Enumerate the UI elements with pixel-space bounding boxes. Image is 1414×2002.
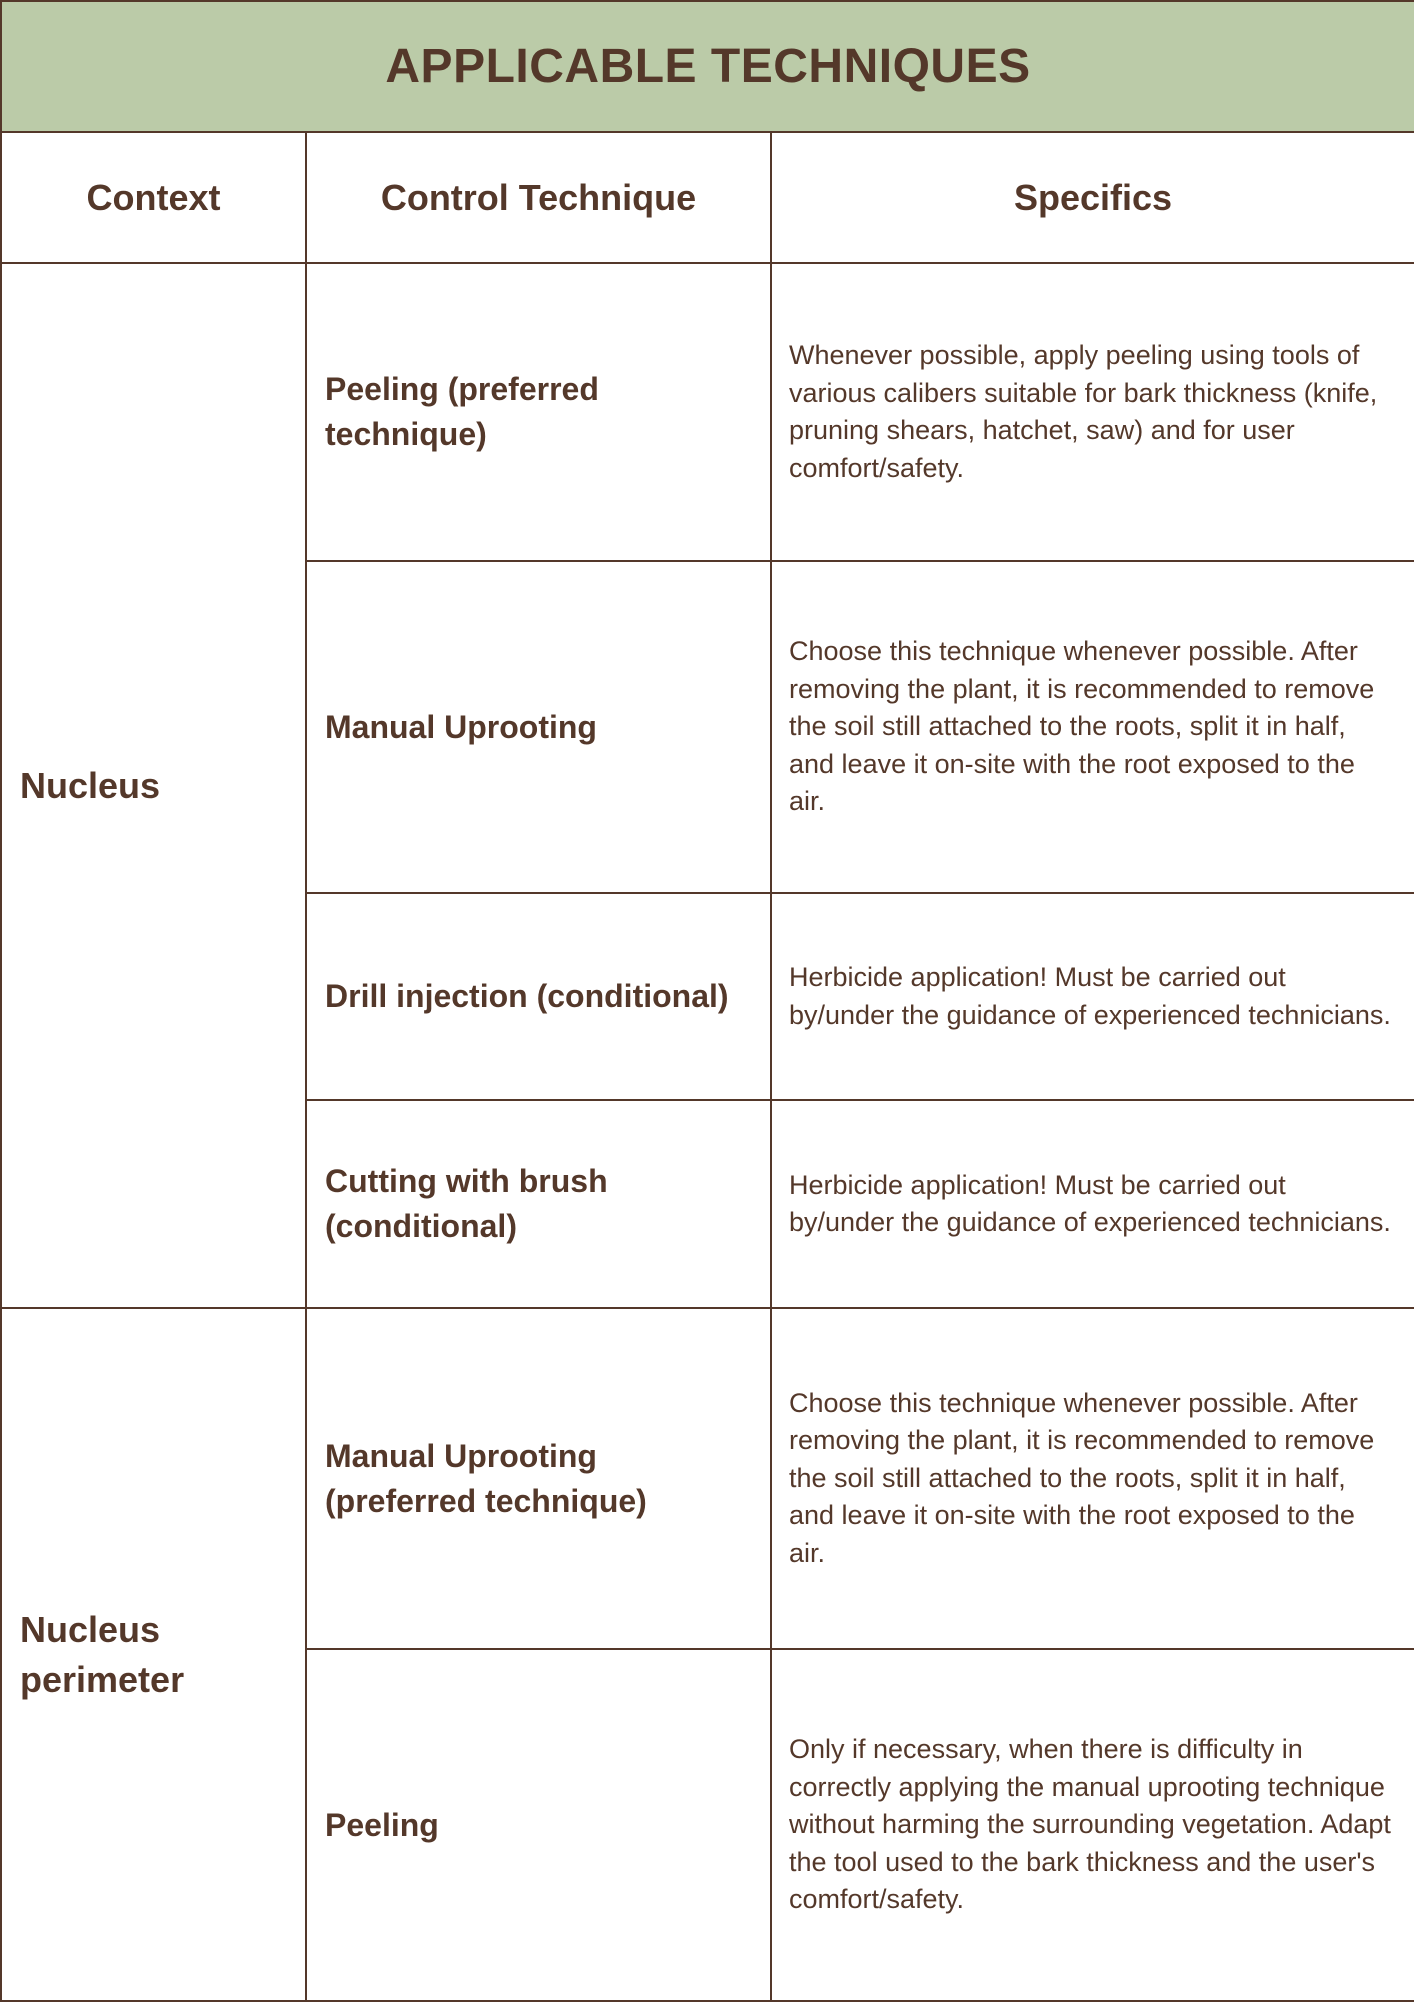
column-header-specifics: Specifics — [771, 132, 1414, 263]
header-row — [1, 132, 1414, 263]
technique-cell: Manual Uprooting — [306, 561, 771, 893]
context-cell-nucleus: Nucleus — [1, 263, 306, 1308]
specifics-cell: Whenever possible, apply peeling using tools of various calibers suitable for bark thickness (knife, pruning shears, hatchet, saw) and for user comfort/safety. — [771, 263, 1414, 561]
specifics-cell: Only if necessary, when there is difficulty in correctly applying the manual uprooting technique without harming the surrounding vegetation. Adapt the tool used to the bark thickness and the user's comfort/safety. — [771, 1649, 1414, 2001]
context-cell-nucleus-perimeter: Nucleus perimeter — [1, 1308, 306, 2001]
column-header-control-technique: Control Technique — [306, 132, 771, 263]
table-title: APPLICABLE TECHNIQUES — [1, 1, 1414, 132]
specifics-cell: Herbicide application! Must be carried out by/under the guidance of experienced technicians. — [771, 1100, 1414, 1308]
table-row — [1, 263, 1414, 561]
technique-cell: Peeling (preferred technique) — [306, 263, 771, 561]
technique-cell: Manual Uprooting (preferred technique) — [306, 1308, 771, 1649]
technique-cell: Peeling — [306, 1649, 771, 2001]
specifics-cell: Herbicide application! Must be carried out by/under the guidance of experienced technicians. — [771, 893, 1414, 1100]
technique-cell: Cutting with brush (conditional) — [306, 1100, 771, 1308]
table-row — [1, 1308, 1414, 1649]
title-row — [1, 1, 1414, 132]
column-header-context: Context — [1, 132, 306, 263]
specifics-cell: Choose this technique whenever possible. After removing the plant, it is recommended to remove the soil still attached to the roots, split it in half, and leave it on-site with the root exposed to the air. — [771, 1308, 1414, 1649]
technique-cell: Drill injection (conditional) — [306, 893, 771, 1100]
specifics-cell: Choose this technique whenever possible. After removing the plant, it is recommended to remove the soil still attached to the roots, split it in half, and leave it on-site with the root exposed to the air. — [771, 561, 1414, 893]
